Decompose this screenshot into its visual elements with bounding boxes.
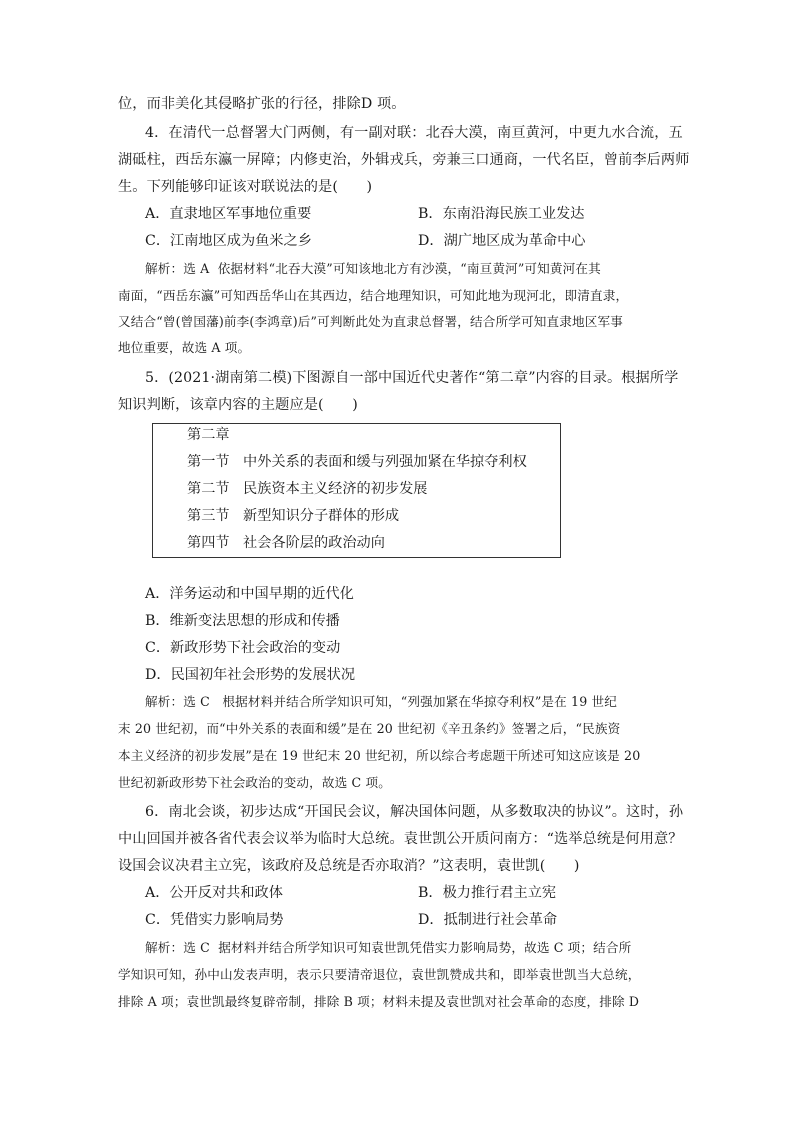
q5-analysis-line-4: 世纪初新政形势下社会政治的变动，故选 C 项。 <box>118 775 391 790</box>
q5-analysis-text: 根据材料并结合所学知识可知，“列强加紧在华掠夺利权”是在 19 世纪 <box>222 694 618 709</box>
q5-analysis-lead: 解析：选 C <box>145 694 210 709</box>
toc-section-title: 中外关系的表面和缓与列强加紧在华掠夺利权 <box>243 454 527 470</box>
toc-section-title: 民族资本主义经济的初步发展 <box>243 481 428 497</box>
q4-analysis-line-4: 地位重要，故选 A 项。 <box>118 340 251 355</box>
q4-analysis-lead: 解析：选 A <box>145 261 210 276</box>
q6-option-b: B．极力推行君主立宪 <box>418 885 557 901</box>
q4-stem-line-2: 湖砥柱，西岳东瀛一屏障；内修吏治，外辑戎兵，旁兼三口通商，一代名臣，曾前李后两师 <box>118 152 690 168</box>
q6-analysis-line-1 <box>145 938 631 958</box>
q5-option-d: D．民国初年社会形势的发展状况 <box>145 667 356 683</box>
toc-section-1 <box>187 452 527 472</box>
q4-analysis-text: 依据材料“北吞大漠”可知该地北方有沙漠，“南亘黄河”可知黄河在其 <box>217 261 601 276</box>
q6-analysis-lead: 解析：选 C <box>145 940 210 955</box>
q5-analysis-line-3: 本主义经济的初步发展”是在 19 世纪末 20 世纪初，所以综合考虑题干所述可知这应该是 20 <box>118 748 641 763</box>
q6-analysis-text: 据材料并结合所学知识可知袁世凯凭借实力影响局势，故选 C 项；结合所 <box>218 940 632 955</box>
q6-option-c: C．凭借实力影响局势 <box>145 912 284 928</box>
table-of-contents-box <box>152 423 561 558</box>
q5-option-b: B．维新变法思想的形成和传播 <box>145 613 340 629</box>
toc-section-number: 第一节 <box>187 454 230 470</box>
q4-analysis-line-3: 又结合“曾(曾国藩)前李(李鸿章)后”可判断此处为直隶总督署，结合所学可知直隶地区军事 <box>118 314 623 329</box>
q3-analysis-tail: 位，而非美化其侵略扩张的行径，排除D 项。 <box>118 96 406 112</box>
toc-section-4 <box>187 533 385 553</box>
q4-analysis-line-1 <box>145 259 601 279</box>
q5-stem-line-1: 5．(2021·湖南第二模)下图源自一部中国近代史著作“第二章”内容的目录。根据所学 <box>145 370 679 386</box>
toc-section-title: 新型知识分子群体的形成 <box>243 508 400 524</box>
q4-option-b: B．东南沿海民族工业发达 <box>418 206 585 222</box>
toc-chapter-title: 第二章 <box>187 427 230 443</box>
q4-option-a: A．直隶地区军事地位重要 <box>145 206 312 222</box>
toc-section-2 <box>187 479 427 499</box>
q4-option-c: C．江南地区成为鱼米之乡 <box>145 233 312 249</box>
q6-analysis-line-2: 学知识可知，孙中山发表声明，表示只要清帝退位，袁世凯赞成共和，即举袁世凯当大总统， <box>118 967 641 982</box>
q4-stem-line-3: 生。下列能够印证该对联说法的是( ) <box>118 179 373 195</box>
q5-analysis-line-2: 末 20 世纪初，而“中外关系的表面和缓”是在 20 世纪初《辛丑条约》签署之后，“民族资 <box>118 721 621 736</box>
toc-section-number: 第二节 <box>187 481 230 497</box>
q6-stem-line-2: 中山回国并被各省代表会议举为临时大总统。袁世凯公开质问南方：“选举总统是何用意？ <box>118 831 683 847</box>
toc-section-title: 社会各阶层的政治动向 <box>243 535 385 551</box>
q4-option-d: D．湖广地区成为革命中心 <box>418 233 586 249</box>
q6-analysis-line-3: 排除 A 项；袁世凯最终复辟帝制，排除 B 项；材料未提及袁世凯对社会革命的态度，排除 D <box>118 994 640 1009</box>
toc-section-3 <box>187 506 399 526</box>
q5-option-c: C．新政形势下社会政治的变动 <box>145 640 341 656</box>
q6-option-a: A．公开反对共和政体 <box>145 885 283 901</box>
q5-option-a: A．洋务运动和中国早期的近代化 <box>145 586 354 602</box>
q5-stem-line-2: 知识判断，该章内容的主题应是( ) <box>118 397 358 413</box>
q4-stem-line-1: 4．在清代一总督署大门两侧，有一副对联：北吞大漠，南亘黄河，中更九水合流，五 <box>145 125 683 141</box>
q6-stem-line-1: 6．南北会谈，初步达成“开国民会议，解决国体问题，从多数取决的协议”。这时，孙 <box>145 804 684 820</box>
q6-option-d: D．抵制进行社会革命 <box>418 912 558 928</box>
q5-analysis-line-1 <box>145 692 617 712</box>
toc-section-number: 第四节 <box>187 535 230 551</box>
toc-section-number: 第三节 <box>187 508 230 524</box>
q6-stem-line-3: 设国会议决君主立宪，该政府及总统是否亦取消？”这表明，袁世凯( ) <box>118 858 580 874</box>
q4-analysis-line-2: 南面，“西岳东瀛”可知西岳华山在其西边，结合地理知识，可知此地为现河北，即清直隶， <box>118 288 629 303</box>
